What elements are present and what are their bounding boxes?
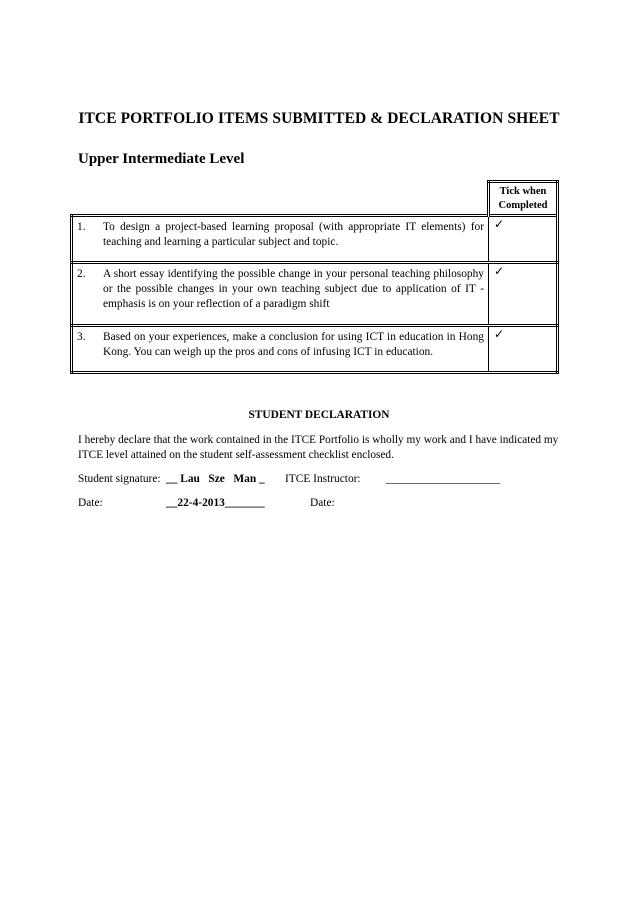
tick-cell	[489, 326, 558, 373]
checkmark-icon: ✓	[494, 217, 505, 231]
item-description: To design a project-based learning proposal (with appropriate IT elements) for teaching and learning a particular subject and topic.	[99, 216, 489, 263]
checkmark-icon: ✓	[494, 327, 505, 341]
item-number: 3.	[72, 326, 100, 373]
tick-cell	[489, 216, 558, 263]
portfolio-items-table	[70, 180, 559, 374]
table-row	[72, 326, 558, 373]
date-value: __22-4-2013_______	[166, 497, 265, 509]
checkmark-icon: ✓	[494, 264, 505, 278]
item-number: 1.	[72, 216, 100, 263]
declaration-heading: STUDENT DECLARATION	[248, 409, 390, 421]
item-description: Based on your experiences, make a conclusion for using ICT in education in Hong Kong. You can weigh up the pros and cons of infusing ICT in education.	[99, 326, 489, 373]
date-label: Date:	[78, 497, 103, 509]
instructor-date-label: Date:	[310, 497, 335, 509]
level-heading: Upper Intermediate Level	[78, 151, 245, 167]
instructor-signature-line: ____________________	[386, 473, 500, 485]
item-number: 2.	[72, 263, 100, 326]
page-title: ITCE PORTFOLIO ITEMS SUBMITTED & DECLARATION SHEET	[78, 110, 560, 127]
declaration-text: I hereby declare that the work contained in the ITCE Portfolio is wholly my work and I have indicated my ITCE level attained on the student self-assessment checklist enclosed.	[78, 434, 559, 461]
item-description: A short essay identifying the possible change in your personal teaching philosophy or the possible changes in your own teaching subject due to application of IT - emphasis is on your reflection of a paradigm shift	[99, 263, 489, 326]
signature-value: __ Lau Sze Man _	[166, 473, 265, 485]
table-row	[72, 216, 558, 263]
table-row	[72, 263, 558, 326]
tick-cell	[489, 263, 558, 326]
table-header-row	[72, 182, 558, 216]
tick-when-completed-header: Tick when Completed	[489, 182, 558, 216]
instructor-label: ITCE Instructor:	[285, 473, 361, 485]
signature-label: Student signature:	[78, 473, 161, 485]
